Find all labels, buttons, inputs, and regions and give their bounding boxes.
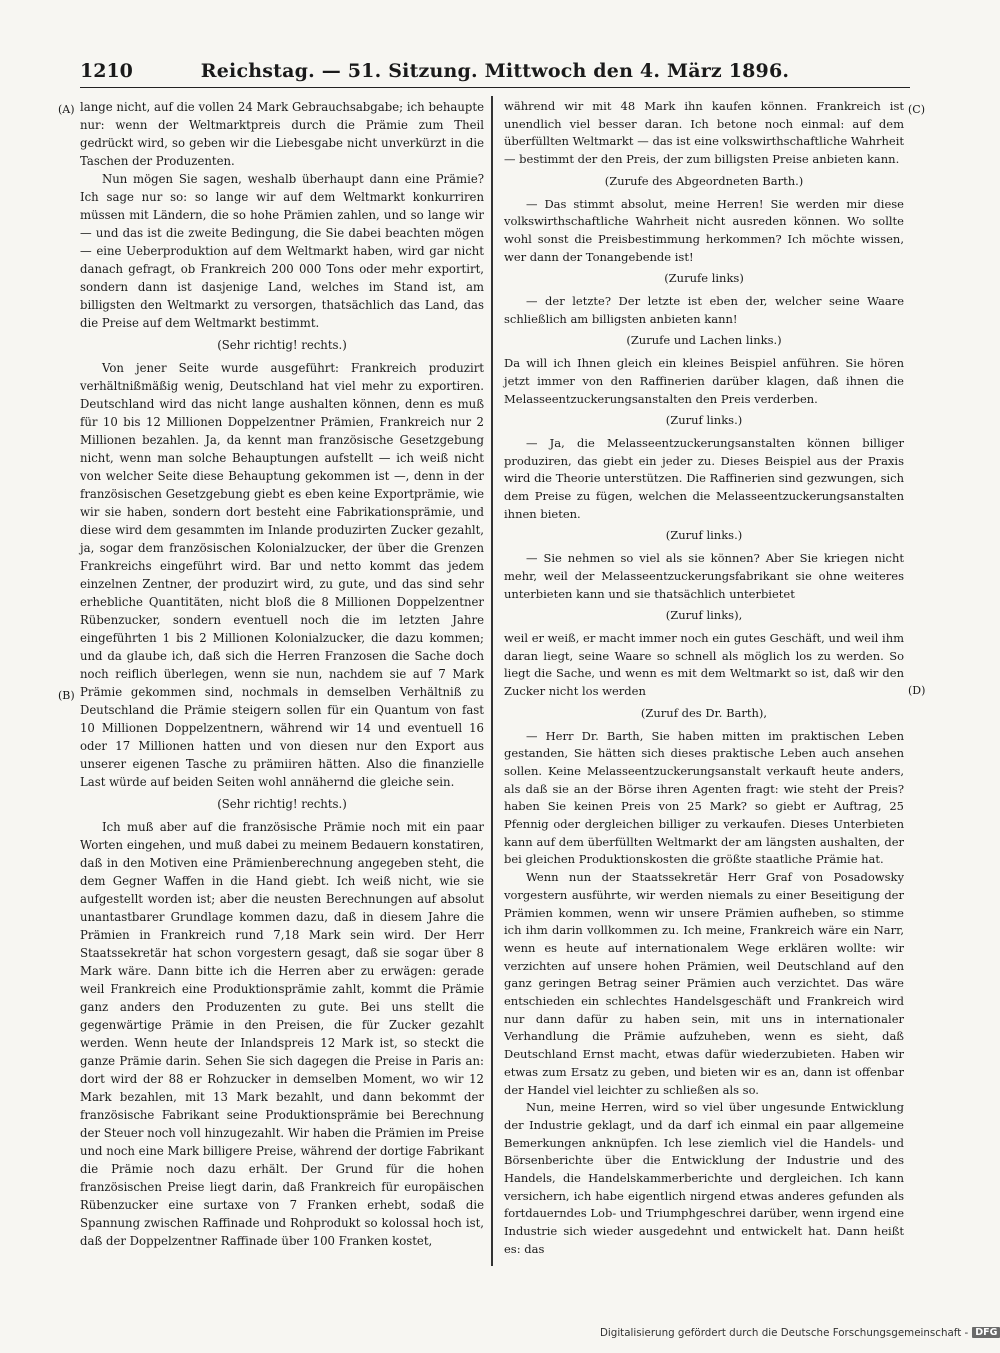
- interjection: (Zurufe und Lachen links.): [626, 333, 782, 348]
- left-column: [80, 98, 484, 1250]
- margin-mark-c: (C): [908, 103, 925, 116]
- paragraph: — der letzte? Der letzte ist eben der, welcher seine Waare schließlich am billigsten anbieten kann!: [504, 294, 904, 326]
- paragraph: — Sie nehmen so viel als sie können? Aber Sie kriegen nicht mehr, weil der Melasseentzuckerungsfabrikant sie ohne weiteres unterbieten kann und sie thatsächlich unterbietet: [504, 551, 904, 601]
- interjection: (Zuruf links),: [665, 608, 743, 623]
- interjection: (Sehr richtig! rechts.): [217, 338, 347, 352]
- margin-mark-b: (B): [58, 689, 75, 702]
- interjection: (Zurufe links): [664, 271, 744, 286]
- paragraph: Da will ich Ihnen gleich ein kleines Beispiel anführen. Sie hören jetzt immer von den Raffinerien darüber klagen, daß ihnen die Melasseentzuckerungsanstalten den Preis verderben.: [504, 356, 904, 406]
- interjection: (Sehr richtig! rechts.): [217, 797, 347, 811]
- paragraph: Nun mögen Sie sagen, weshalb überhaupt dann eine Prämie? Ich sage nur so: so lange wir auf dem Weltmarkt konkurriren müssen mit Ländern, die so hohe Prämien zahlen, und so lange wir — und das ist die zweite Bedingung, die Sie dabei beachten mögen — eine Ueberproduktion auf dem Weltmarkt haben, wird gar nicht danach gefragt, ob Frankreich 200 000 Tons oder mehr exportirt, sondern dann ist dasjenige Land, welches im Stand ist, am billigsten den Weltmarkt zu versorgen, thatsächlich das Land, das die Preise auf dem Weltmarkt bestimmt.: [80, 172, 484, 330]
- margin-mark-d: (D): [908, 684, 926, 697]
- footer-credit: [600, 1327, 1000, 1339]
- paragraph: — Das stimmt absolut, meine Herren! Sie werden mir diese volkswirthschaftliche Wahrheit nicht ausreden können. Wo sollte wohl sonst die Preisbestimmung herkommen? Ich möchte wissen, wer dann der Tonangebende ist!: [504, 196, 904, 264]
- interjection: (Zuruf links.): [665, 413, 743, 428]
- interjection: (Zurufe des Abgeordneten Barth.): [604, 173, 804, 188]
- footer-text: Digitalisierung gefördert durch die Deutsche Forschungsgemeinschaft -: [600, 1327, 969, 1339]
- dfg-logo[interactable]: DFG: [972, 1327, 1000, 1338]
- paragraph: lange nicht, auf die vollen 24 Mark Gebrauchsabgabe; ich behaupte nur: wenn der Weltmarktpreis durch die Prämie zum Theil gedrückt wird, so geben wir die Liebesgabe nicht unverkürzt in die Taschen der Produzenten.: [80, 100, 484, 168]
- running-title: Reichstag. — 51. Sitzung. Mittwoch den 4. März 1896.: [200, 60, 790, 82]
- paragraph: Nun, meine Herren, wird so viel über ungesunde Entwicklung der Industrie geklagt, und da darf ich einmal ein paar allgemeine Bemerkungen anknüpfen. Ich lese ziemlich viel die Handels- und Börsenberichte über die Entwicklung der Industrie und des Handels, die Handelskammerberichte und dergleichen. Ich kann versichern, ich habe eigentlich nirgend etwas anderes gefunden als fortdauerndes Lob- und Triumphgeschrei darüber, wenn irgend eine Industrie sich wieder ausgedehnt und entwickelt hat. Dann heißt es: das: [504, 1100, 904, 1256]
- column-divider: [491, 96, 493, 1266]
- interjection: (Zuruf des Dr. Barth),: [640, 705, 768, 720]
- page-number: 1210: [80, 60, 133, 82]
- interjection: (Zuruf links.): [665, 528, 743, 543]
- paragraph: — Herr Dr. Barth, Sie haben mitten im praktischen Leben gestanden, Sie hätten sich dieses praktische Leben auch ansehen sollen. Keine Melasseentzuckerungsanstalt verkauft heute anders, als daß sie an der Börse ihren Agenten fragt: wie steht der Preis? haben Sie keinen Preis von 25 Mark? so giebt er Auftrag, 25 Pfennig oder dergleichen billiger zu verkaufen. Dieses Unterbieten kann auf dem überfüllten Weltmarkt der am längsten aushalten, der bei gleichen Produktionskosten die größte staatliche Prämie hat.: [504, 728, 904, 867]
- paragraph: Von jener Seite wurde ausgeführt: Frankreich produzirt verhältnißmäßig wenig, Deutschland hat viel mehr zu exportiren. Deutschland wird das nicht lange aushalten können, denn es muß für 10 bis 12 Millionen Doppelzentner Prämien, Frankreich nur 2 Millionen bezahlen. Ja, da kennt man französische Gesetzgebung nicht, wenn man solche Behauptungen aufstellt — ich weiß nicht von welcher Seite diese Behauptung gekommen ist —, denn in der französischen Gesetzgebung giebt es eben keine Exportprämie, wie wir sie haben, sondern dort besteht eine Fabrikationsprämie, und diese wird dem gesammten im Inlande produzirten Zucker gezahlt, ja, sogar dem französischen Kolonialzucker, der über die Grenzen Frankreichs eingeführt wird. Bar und netto kommt das jedem einzelnen Zentner, der produzirt wird, zu gute, und das sind sehr erhebliche Quantitäten, nicht bloß die 8 Millionen Doppelzentner Rübenzucker, sondern eventuell noch die im letzten Jahre eingeführten 1 bis 2 Millionen Kolonialzucker, die dazu kommen; und da glaube ich, daß sich die Herren Franzosen die Sache doch noch reiflich überlegen, wenn sie nun, nachdem sie auf 7 Mark Prämie gekommen sind, nochmals in demselben Verhältniß zu Deutschland die Prämie steigern sollen für ein Quantum von fast 10 Millionen Doppelzentnern, während wir 14 und eventuell 16 oder 17 Millionen hatten und von diesen nur den Export aus unserer eigenen Tasche zu prämiiren hätten. Also die finanzielle Last würde auf beiden Seiten wohl annähernd die gleiche sein.: [80, 361, 484, 789]
- right-column: [504, 98, 904, 1259]
- paragraph: Ich muß aber auf die französische Prämie noch mit ein paar Worten eingehen, und muß dabei zu meinem Bedauern konstatiren, daß in den Motiven eine Prämienberechnung angegeben steht, die dem Gegner Waffen in die Hand giebt. Ich weiß nicht, wie sie aufgestellt worden ist; aber die neusten Berechnungen auf absolut unantastbarer Grundlage kommen dazu, daß in diesem Jahre die Prämien in Frankreich rund 7,18 Mark sein wird. Der Herr Staatssekretär hat schon vorgestern gesagt, daß sie sogar über 8 Mark wäre. Dann bitte ich die Herren aber zu erwägen: gerade weil Frankreich eine Produktionsprämie zahlt, kommt die Prämie ganz anders den Produzenten zu gute. Bei uns stellt die gegenwärtige Prämie in den Preisen, die für Zucker gezahlt werden. Wenn heute der Inlandspreis 12 Mark ist, so steckt die ganze Prämie darin. Sehen Sie sich dagegen die Preise in Paris an: dort wird der 88 er Rohzucker in demselben Moment, wo wir 12 Mark bezahlen, mit 13 Mark bezahlt, und dann bekommt der französische Fabrikant seine Produktionsprämie bei Berechnung der Steuer noch voll hinzugezahlt. Wir haben die Prämien im Preise und noch eine Mark billigere Preise, während der dortige Fabrikant die Prämie noch dazu erhält. Der Grund für die hohen französischen Preise liegt darin, daß Frankreich für europäischen Rübenzucker eine surtaxe von 7 Franken erhebt, sodaß die Spannung zwischen Raffinade und Rohprodukt so kolossal hoch ist, daß der Doppelzentner Raffinade über 100 Franken kostet,: [80, 820, 484, 1248]
- margin-mark-a: (A): [58, 103, 75, 116]
- paragraph: weil er weiß, er macht immer noch ein gutes Geschäft, und weil ihm daran liegt, seine Waare so schnell als möglich los zu werden. So liegt die Sache, und wenn es mit dem Weltmarkt so ist, daß wir den Zucker nicht los werden: [504, 630, 904, 699]
- page-header: [80, 58, 910, 88]
- paragraph: während wir mit 48 Mark ihn kaufen können. Frankreich ist unendlich viel besser daran. Ich betone noch einmal: auf dem überfüllten Weltmarkt — das ist eine volkswirthschaftliche Wahrheit — bestimmt der den Preis, der zum billigsten Preise anbieten kann.: [504, 99, 904, 167]
- paragraph: — Ja, die Melasseentzuckerungsanstalten können billiger produziren, das giebt ein jeder zu. Dieses Beispiel aus der Praxis wird die Theorie unterstützen. Die Raffinerien sind gezwungen, sich dem Preise zu fügen, welchen die Melasseentzuckerungsanstalten ihnen bieten.: [504, 435, 904, 521]
- paragraph: Wenn nun der Staatssekretär Herr Graf von Posadowsky vorgestern ausführte, wir werden niemals zu einer Beseitigung der Prämien kommen, wenn wir unsere Prämien aufheben, so stimme ich ihm darin vollkommen zu. Ich meine, Frankreich wäre ein Narr, wenn es heute auf internationalem Wege erklären wollte: wir verzichten auf unsere hohen Prämien, weil Deutschland auf den ganz geringen Betrag seiner Prämien auch verzichtet. Das wäre entschieden ein schlechtes Handelsgeschäft und Frankreich wird nur dann dafür zu haben sein, mit uns in internationaler Verhandlung die Prämie aufzuheben, wenn es sieht, daß Deutschland Ernst macht, etwas dafür wiederzubieten. Haben wir etwas zum Ersatz zu geben, und bieten wir es an, dann ist offenbar der Handel viel leichter zu schließen als so.: [504, 870, 904, 1097]
